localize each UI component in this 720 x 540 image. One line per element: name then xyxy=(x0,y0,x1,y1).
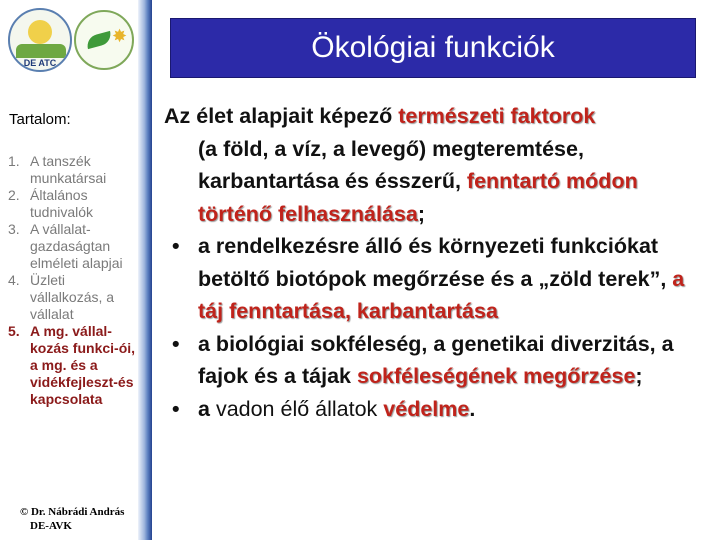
intro-end: ; xyxy=(417,201,426,226)
copyright xyxy=(20,505,140,533)
sun-icon xyxy=(28,20,52,44)
bullet-text: a rendelkezésre álló és környezeti funkciókat betöltő biotópok megőrzése és a „zöld terek”, xyxy=(198,234,673,291)
toc-item-4[interactable] xyxy=(8,272,136,323)
toc-list xyxy=(8,153,136,408)
page-title: Ökológiai funkciók xyxy=(170,18,696,78)
toc-item-1[interactable] xyxy=(8,153,136,187)
bullet-icon: • xyxy=(172,234,180,258)
sidebar xyxy=(0,0,150,540)
toc-item-number: 4. xyxy=(8,272,20,288)
leaf-icon xyxy=(85,31,113,49)
bullet-biodiversity xyxy=(164,328,704,393)
highlight-diversity: sokféleségének megőrzése xyxy=(356,364,636,388)
intro-text-cont: (a föld, a víz, a levegő) megteremtése, karbantartása és ésszerű, xyxy=(198,136,584,193)
toc-item-label: Általános tudnivalók xyxy=(30,187,94,220)
bullet-icon: • xyxy=(172,331,180,356)
logo-text: DE ATC xyxy=(23,58,57,68)
bullet-wildlife xyxy=(164,393,704,426)
bullet-text-light: vadon élő állatok xyxy=(215,396,384,421)
intro-paragraph xyxy=(164,100,704,230)
copyright-author: © Dr. Nábrádi András xyxy=(20,506,125,518)
sidebar-divider xyxy=(138,0,152,540)
de-atc-logo xyxy=(8,8,72,72)
highlight-sustainable-use: fenntartó módon történő felhasználása xyxy=(198,169,638,226)
highlight-natural-factors: természeti faktorok xyxy=(398,104,596,128)
copyright-dept: DE-AVK xyxy=(30,520,72,532)
toc-item-3[interactable] xyxy=(8,221,136,272)
bullet-text: a xyxy=(198,396,216,421)
bullet-text: a biológiai sokféleség, a genetikai diverzitás, a fajok és a tájak xyxy=(198,331,674,388)
bullet-biotopes xyxy=(164,230,704,328)
toc-item-number: 2. xyxy=(8,187,20,203)
field-icon xyxy=(16,44,66,58)
toc-item-number: 3. xyxy=(8,221,20,237)
highlight-landscape: a táj fenntartása, karbantartása xyxy=(198,266,685,323)
bullet-end: ; xyxy=(635,364,643,388)
toc-heading: Tartalom: xyxy=(9,111,71,128)
faculty-logo xyxy=(74,10,134,70)
toc-item-label: A mg. vállal-kozás funkci-ói, a mg. és a vidékfejleszt-és kapcsolata xyxy=(30,323,136,407)
toc-item-5[interactable] xyxy=(8,323,136,408)
toc-item-number: 1. xyxy=(8,153,20,169)
toc-item-label: A tanszék munkatársai xyxy=(30,153,107,186)
bullet-end: . xyxy=(469,396,476,421)
main-content xyxy=(164,100,704,425)
toc-item-2[interactable] xyxy=(8,187,136,221)
highlight-protection: védelme xyxy=(383,396,470,421)
bullet-icon: • xyxy=(172,396,180,421)
toc-item-number: 5. xyxy=(8,323,20,339)
toc-item-label: Üzleti vállalkozás, a vállalat xyxy=(30,272,115,322)
star-icon: ✸ xyxy=(112,26,128,46)
toc-item-label: A vállalat-gazdaságtan elméleti alapjai xyxy=(30,221,123,271)
intro-text: Az élet alapjait képező xyxy=(164,104,399,128)
